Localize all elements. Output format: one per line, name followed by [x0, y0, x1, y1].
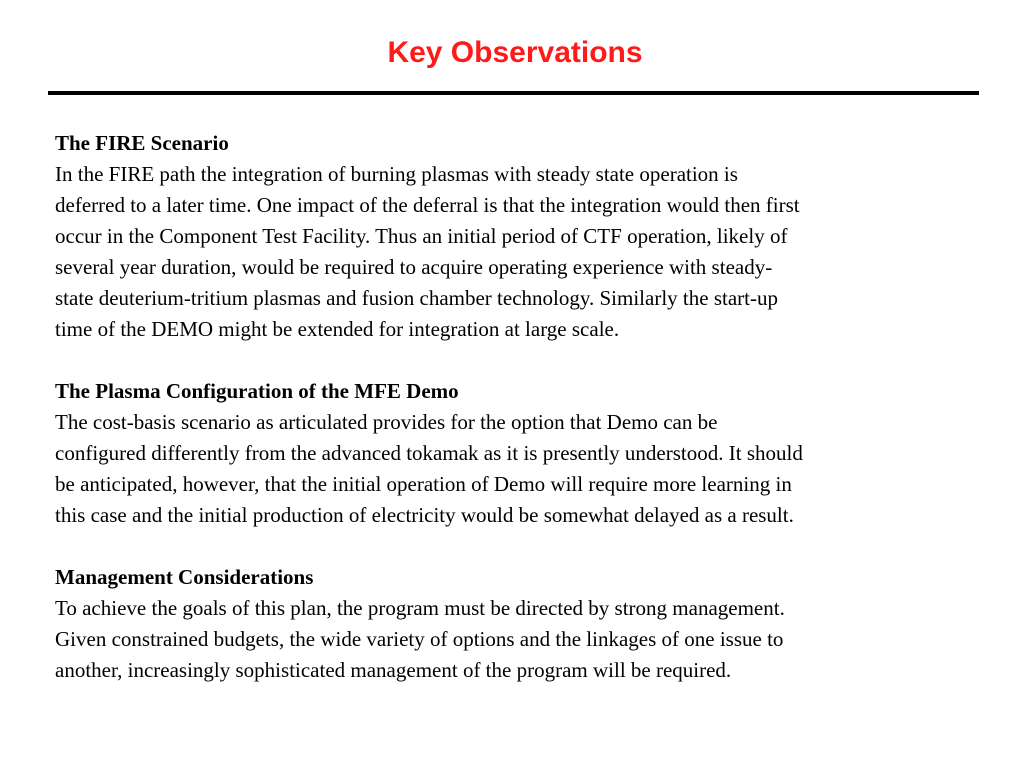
title-divider	[48, 91, 979, 95]
paragraph-line: state deuterium-tritium plasmas and fusion chamber technology. Similarly the start-up	[55, 286, 778, 310]
section-heading: The FIRE Scenario	[55, 131, 229, 155]
paragraph-line: time of the DEMO might be extended for integration at large scale.	[55, 317, 620, 341]
slide-body	[55, 128, 975, 686]
paragraph-line: To achieve the goals of this plan, the program must be directed by strong management.	[55, 596, 785, 620]
section-plasma-configuration	[55, 376, 975, 531]
paragraph-line: The cost-basis scenario as articulated provides for the option that Demo can be	[55, 410, 718, 434]
paragraph-line: Given constrained budgets, the wide variety of options and the linkages of one issue to	[55, 627, 784, 651]
paragraph-line: another, increasingly sophisticated management of the program will be required.	[55, 658, 732, 682]
section-heading: Management Considerations	[55, 565, 314, 589]
paragraph-line: In the FIRE path the integration of burning plasmas with steady state operation is	[55, 162, 738, 186]
paragraph-line: be anticipated, however, that the initial operation of Demo will require more learning in	[55, 472, 792, 496]
paragraph-line: occur in the Component Test Facility. Thus an initial period of CTF operation, likely of	[55, 224, 788, 248]
paragraph-line: this case and the initial production of electricity would be somewhat delayed as a result.	[55, 503, 794, 527]
section-fire-scenario	[55, 128, 975, 345]
section-management-considerations	[55, 562, 975, 686]
section-heading: The Plasma Configuration of the MFE Demo	[55, 379, 459, 403]
paragraph-line: deferred to a later time. One impact of the deferral is that the integration would then first	[55, 193, 800, 217]
paragraph-line: configured differently from the advanced tokamak as it is presently understood. It should	[55, 441, 803, 465]
slide-title: Key Observations	[387, 36, 643, 69]
paragraph-line: several year duration, would be required to acquire operating experience with steady-	[55, 255, 773, 279]
